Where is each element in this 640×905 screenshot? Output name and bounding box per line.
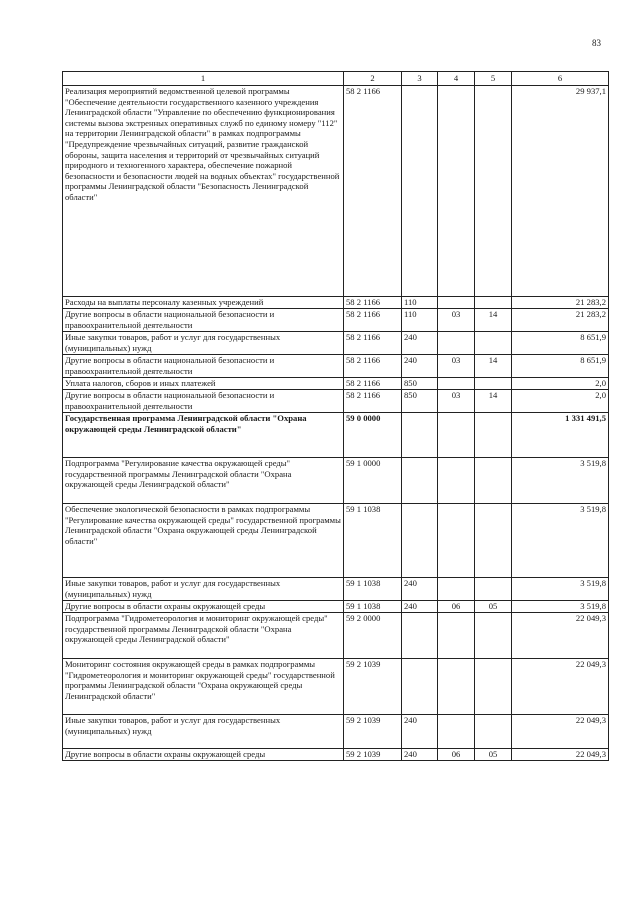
cell-amount: 2,0 [512,390,609,413]
cell-section [438,86,475,297]
cell-target-code: 59 2 0000 [344,613,402,659]
table-row [63,378,609,390]
table-row [63,601,609,613]
cell-section [438,715,475,749]
cell-expense-type [402,613,438,659]
cell-section: 03 [438,309,475,332]
cell-expense-type [402,458,438,504]
cell-expense-type: 850 [402,378,438,390]
cell-amount: 3 519,8 [512,578,609,601]
cell-expense-type: 240 [402,355,438,378]
cell-section: 06 [438,749,475,761]
cell-section [438,659,475,715]
cell-amount: 22 049,3 [512,715,609,749]
cell-target-code: 59 2 1039 [344,749,402,761]
column-header: 1 [63,72,344,86]
cell-target-code: 59 1 0000 [344,458,402,504]
table-row [63,578,609,601]
cell-name: Государственная программа Ленинградской области "Охрана окружающей среды Ленинградской области" [63,413,344,458]
cell-target-code: 59 1 1038 [344,504,402,578]
cell-name: Подпрограмма "Гидрометеорология и мониторинг окружающей среды" государственной программы Ленинградской области "Охрана окружающей среды Ленинградской области" [63,613,344,659]
cell-expense-type: 110 [402,297,438,309]
column-header: 5 [475,72,512,86]
cell-target-code: 59 1 1038 [344,578,402,601]
cell-expense-type: 240 [402,749,438,761]
cell-section: 06 [438,601,475,613]
cell-subsection [475,458,512,504]
cell-subsection [475,578,512,601]
cell-section [438,458,475,504]
cell-expense-type [402,413,438,458]
column-header: 2 [344,72,402,86]
cell-name: Другие вопросы в области национальной безопасности и правоохранительной деятельности [63,390,344,413]
cell-amount: 22 049,3 [512,749,609,761]
cell-subsection: 05 [475,749,512,761]
table-row [63,504,609,578]
cell-expense-type [402,504,438,578]
cell-amount: 29 937,1 [512,86,609,297]
cell-expense-type: 850 [402,390,438,413]
cell-subsection [475,378,512,390]
cell-amount: 3 519,8 [512,601,609,613]
cell-amount: 22 049,3 [512,613,609,659]
table-row [63,309,609,332]
cell-subsection [475,297,512,309]
cell-name: Иные закупки товаров, работ и услуг для государственных (муниципальных) нужд [63,332,344,355]
cell-expense-type: 110 [402,309,438,332]
cell-section [438,613,475,659]
table-row [63,332,609,355]
cell-target-code: 58 2 1166 [344,86,402,297]
cell-amount: 21 283,2 [512,309,609,332]
cell-section [438,413,475,458]
cell-name: Обеспечение экологической безопасности в рамках подпрограммы "Регулирование качества окружающей среды" государственной программы Ленинградской области "Охрана окружающей среды Ленинградской области" [63,504,344,578]
table-body [63,86,609,761]
cell-target-code: 58 2 1166 [344,355,402,378]
cell-amount: 8 651,9 [512,355,609,378]
cell-amount: 2,0 [512,378,609,390]
cell-name: Другие вопросы в области охраны окружающей среды [63,749,344,761]
cell-section [438,578,475,601]
cell-amount: 1 331 491,5 [512,413,609,458]
cell-name: Иные закупки товаров, работ и услуг для государственных (муниципальных) нужд [63,578,344,601]
table-row [63,413,609,458]
column-header: 3 [402,72,438,86]
cell-section: 03 [438,355,475,378]
cell-section [438,332,475,355]
cell-expense-type [402,659,438,715]
cell-subsection: 14 [475,355,512,378]
cell-name: Расходы на выплаты персоналу казенных учреждений [63,297,344,309]
cell-target-code: 59 2 1039 [344,715,402,749]
cell-subsection [475,332,512,355]
cell-target-code: 58 2 1166 [344,297,402,309]
cell-name: Реализация мероприятий ведомственной целевой программы "Обеспечение деятельности государственного казенного учреждения Ленинградской области "Управление по обеспечению функционирования системы вызова экстренных оперативных служб по единому номеру "112" на территории Ленинградской области" в рамках подпрограммы "Предупреждение чрезвычайных ситуаций, развитие гражданской обороны, защита населения и территорий от чрезвычайных ситуаций природного и техногенного характера, обеспечение пожарной безопасности и безопасности людей на водных объектах" государственной программы Ленинградской области "Безопасность Ленинградской области" [63,86,344,297]
cell-target-code: 58 2 1166 [344,390,402,413]
cell-subsection [475,613,512,659]
budget-table [62,71,609,761]
table-row [63,659,609,715]
cell-name: Другие вопросы в области охраны окружающей среды [63,601,344,613]
cell-target-code: 58 2 1166 [344,378,402,390]
table-row [63,390,609,413]
cell-amount: 21 283,2 [512,297,609,309]
cell-amount: 22 049,3 [512,659,609,715]
cell-section [438,504,475,578]
cell-expense-type [402,86,438,297]
table-row [63,297,609,309]
cell-amount: 3 519,8 [512,458,609,504]
page-number: 83 [592,38,601,48]
cell-target-code: 59 1 1038 [344,601,402,613]
cell-subsection [475,715,512,749]
cell-name: Мониторинг состояния окружающей среды в рамках подпрограммы "Гидрометеорология и мониторинг окружающей среды" государственной программы Ленинградской области "Охрана окружающей среды Ленинградской области" [63,659,344,715]
cell-section [438,378,475,390]
cell-subsection [475,504,512,578]
cell-name: Иные закупки товаров, работ и услуг для государственных (муниципальных) нужд [63,715,344,749]
table-row [63,355,609,378]
table-row [63,613,609,659]
cell-section [438,297,475,309]
table-row [63,749,609,761]
cell-expense-type: 240 [402,578,438,601]
cell-amount: 8 651,9 [512,332,609,355]
cell-subsection: 05 [475,601,512,613]
cell-name: Другие вопросы в области национальной безопасности и правоохранительной деятельности [63,355,344,378]
column-header: 6 [512,72,609,86]
cell-subsection: 14 [475,309,512,332]
cell-section: 03 [438,390,475,413]
cell-name: Другие вопросы в области национальной безопасности и правоохранительной деятельности [63,309,344,332]
table-row [63,458,609,504]
cell-target-code: 58 2 1166 [344,309,402,332]
table-row [63,715,609,749]
cell-target-code: 59 2 1039 [344,659,402,715]
cell-amount: 3 519,8 [512,504,609,578]
cell-expense-type: 240 [402,715,438,749]
table-row [63,86,609,297]
table-header-row [63,72,609,86]
cell-subsection [475,659,512,715]
cell-target-code: 59 0 0000 [344,413,402,458]
cell-subsection [475,86,512,297]
cell-subsection: 14 [475,390,512,413]
column-header: 4 [438,72,475,86]
cell-expense-type: 240 [402,332,438,355]
cell-expense-type: 240 [402,601,438,613]
cell-name: Подпрограмма "Регулирование качества окружающей среды" государственной программы Ленинградской области "Охрана окружающей среды Ленинградской области" [63,458,344,504]
cell-target-code: 58 2 1166 [344,332,402,355]
cell-subsection [475,413,512,458]
cell-name: Уплата налогов, сборов и иных платежей [63,378,344,390]
